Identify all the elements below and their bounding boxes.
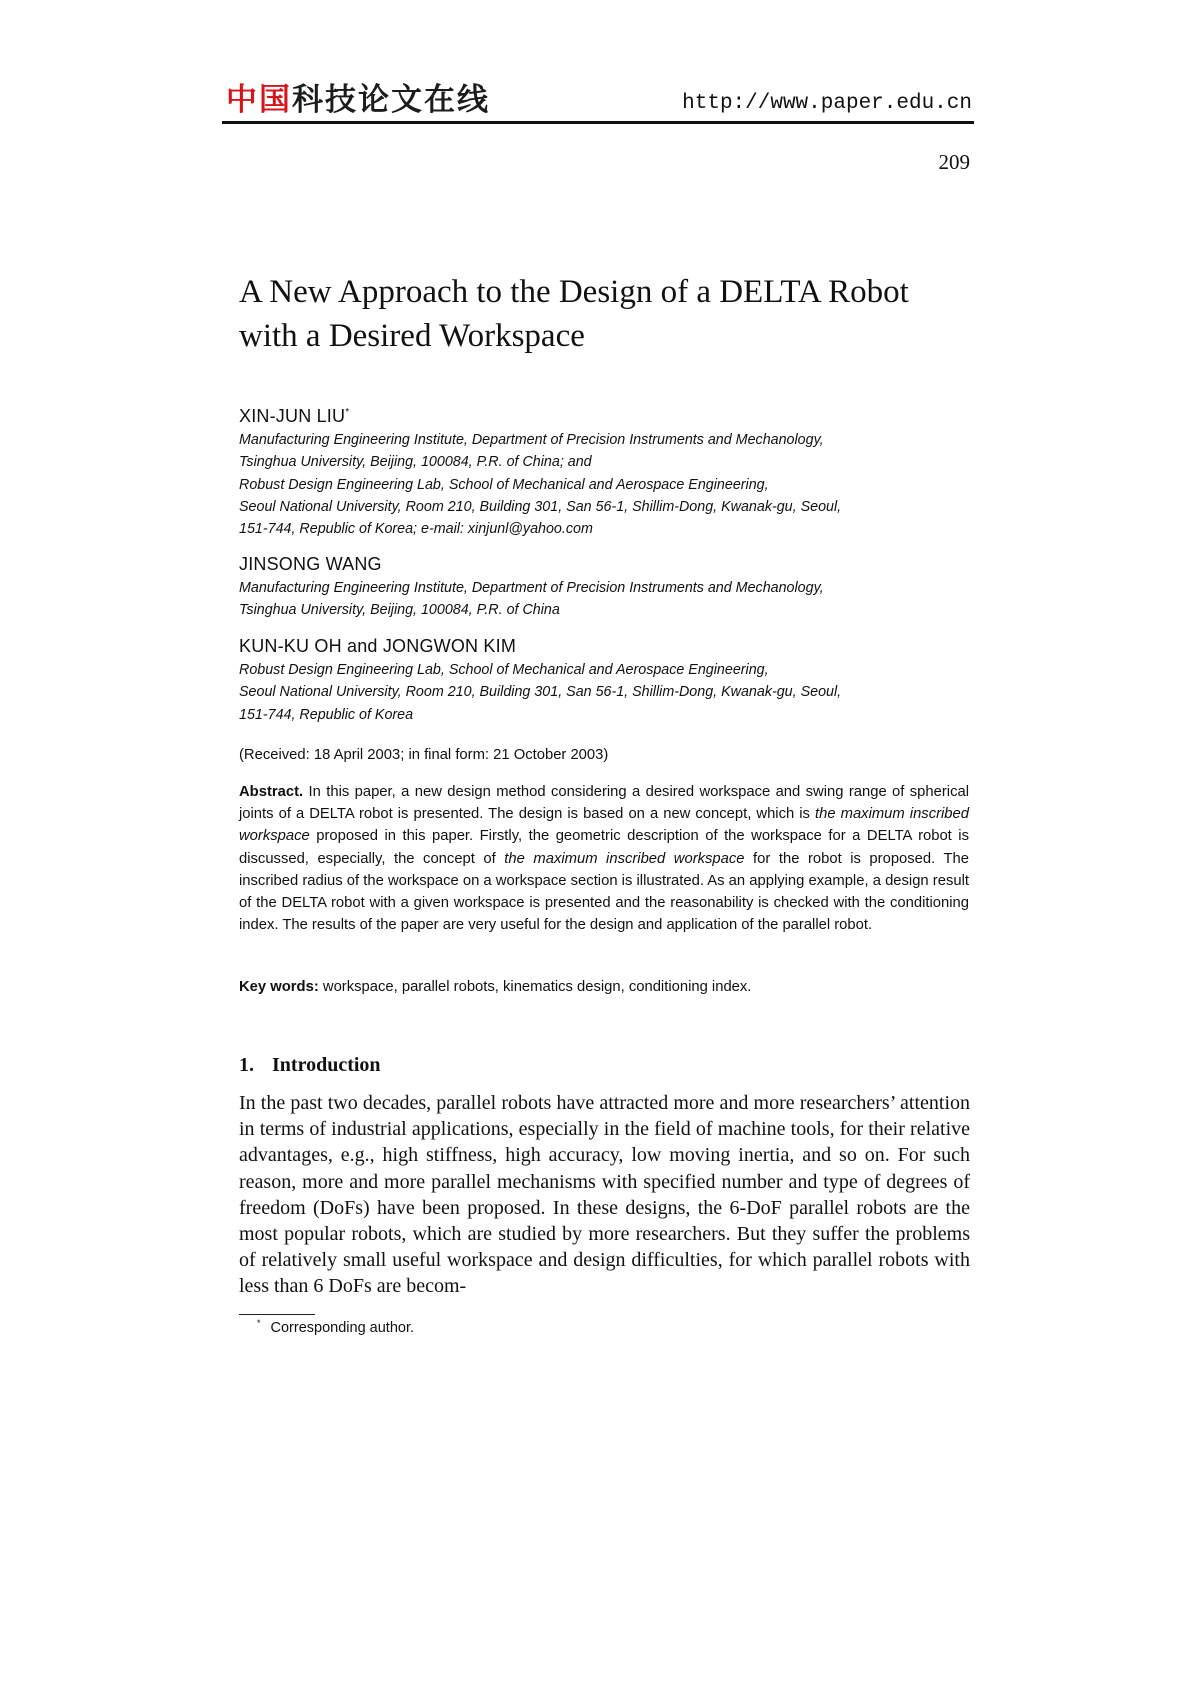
author-1-affiliation [239, 429, 841, 540]
paper-title: A New Approach to the Design of a DELTA Robot with a Desired Workspace [239, 274, 909, 354]
keywords-label: Key words: [239, 979, 319, 995]
footnote-text: Corresponding author. [270, 1319, 415, 1336]
logo-text-red: 中国 [226, 82, 292, 118]
journal-logo [226, 82, 490, 118]
introduction-paragraph: In the past two decades, parallel robots have attracted more and more researchers’ attention in terms of industrial applications, especially in the field of machine tools, for their relative advantages, e.g., high stiffness, high accuracy, low moving inertia, and so on. For such reason, more and more parallel mechanisms with specified number and type of degrees of freedom (DoFs) have been proposed. In these designs, the 6-DoF parallel robots are the most popular robots, which are studied by more researchers. But they suffer the problems of relatively small useful workspace and design difficulties, for which parallel robots with less than 6 DoFs are becom- [239, 1092, 970, 1298]
section-title: Introduction [272, 1054, 381, 1076]
abstract: Abstract. In this paper, a new design method considering a desired workspace and swing range of spherical joints of a DELTA robot is presented. The design is based on a new concept, which is the maximum inscribed workspace proposed in this paper. Firstly, the geometric description of the workspace for a DELTA robot is discussed, especially, the concept of the maximum inscribed workspace for the robot is proposed. The inscribed radius of the workspace on a workspace section is illustrated. As an applying example, a design result of the DELTA robot with a given workspace is presented and the reasonability is checked with the conditioning index. The results of the paper are very useful for the design and application of the parallel robot. [239, 784, 970, 934]
affiliation-line: Robust Design Engineering Lab, School of Mechanical and Aerospace Engineering, [239, 476, 769, 493]
keywords-text: workspace, parallel robots, kinematics design, conditioning index. [322, 979, 752, 995]
affiliation-line: Robust Design Engineering Lab, School of Mechanical and Aerospace Engineering, [239, 662, 769, 678]
abstract-label: Abstract. [239, 784, 304, 800]
author-1-name: XIN-JUN LIU* [239, 406, 350, 426]
footnote-rule [239, 1314, 315, 1315]
page-number: 209 [938, 150, 970, 174]
footnote [257, 1318, 414, 1336]
author-3-affiliation [239, 659, 841, 726]
author-3-name: KUN-KU OH and JONGWON KIM [239, 636, 517, 656]
abstract-emphasis: the maximum inscribed workspace [504, 850, 745, 867]
header-url[interactable]: http://www.paper.edu.cn [682, 92, 972, 115]
affiliation-line: Seoul National University, Room 210, Building 301, San 56-1, Shillim-Dong, Kwanak-gu, Seoul, [239, 498, 842, 515]
header-rule [222, 121, 974, 124]
footnote-mark: * [257, 1318, 261, 1328]
affiliation-line: Manufacturing Engineering Institute, Department of Precision Instruments and Mechanology, [239, 580, 824, 596]
affiliation-line: Tsinghua University, Beijing, 100084, P.R. of China; and [239, 454, 592, 471]
affiliation-line: 151-744, Republic of Korea [239, 706, 414, 723]
received-dates: (Received: 18 April 2003; in final form: 21 October 2003) [239, 747, 609, 763]
affiliation-line: Tsinghua University, Beijing, 100084, P.R. of China [239, 602, 560, 619]
author-2-affiliation [239, 577, 824, 622]
affiliation-line: 151-744, Republic of Korea; e-mail: xinjunl@yahoo.com [239, 521, 593, 538]
author-2-name: JINSONG WANG [239, 554, 382, 574]
section-heading [239, 1054, 381, 1077]
affiliation-line: Manufacturing Engineering Institute, Department of Precision Instruments and Mechanology, [239, 432, 824, 448]
keywords [239, 979, 751, 995]
author-mark: * [345, 407, 350, 418]
logo-text-dark: 科技论文在线 [292, 82, 490, 118]
affiliation-line: Seoul National University, Room 210, Building 301, San 56-1, Shillim-Dong, Kwanak-gu, Seoul, [239, 684, 842, 701]
section-number: 1. [239, 1054, 254, 1076]
abstract-emphasis: the maximum inscribed workspace [239, 806, 969, 845]
